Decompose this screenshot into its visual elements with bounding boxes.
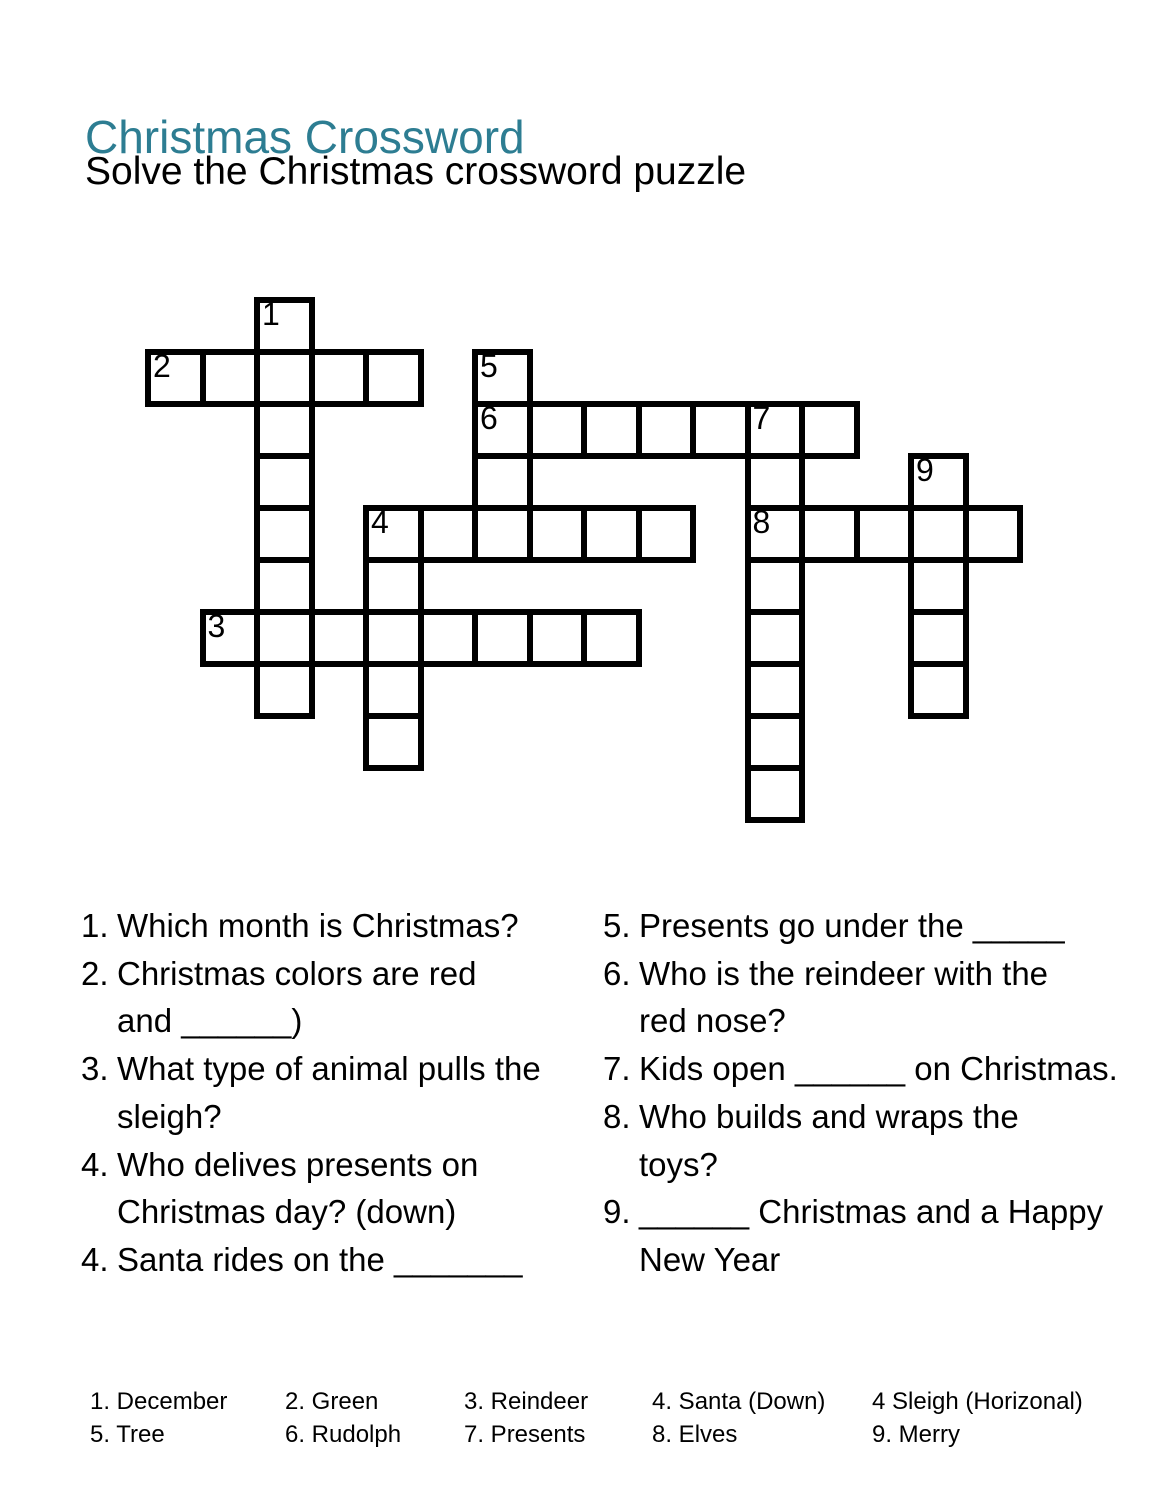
answer-key-item: 6. Rudolph — [285, 1421, 402, 1448]
grid-cell — [254, 349, 315, 407]
grid-cell — [745, 453, 806, 511]
clue-number: 2. — [81, 954, 109, 992]
grid-cell — [690, 401, 751, 459]
clue-number: 8. — [603, 1097, 631, 1135]
grid-cell — [472, 453, 533, 511]
grid-cell — [527, 609, 588, 667]
clue-text: Christmas colors are red — [117, 954, 477, 992]
answer-key-item: 7. Presents — [464, 1421, 586, 1448]
page-subtitle: Solve the Christmas crossword puzzle — [85, 150, 747, 193]
clue-number: 4. — [81, 1145, 109, 1183]
grid-cell — [363, 713, 424, 771]
clue-text: Which month is Christmas? — [117, 907, 519, 944]
clue-text: Who builds and wraps the — [639, 1097, 1019, 1135]
grid-cell — [745, 609, 806, 667]
clue-line — [603, 950, 1118, 998]
grid-cell — [363, 349, 424, 407]
grid-cell — [799, 401, 860, 459]
clue-text: Santa rides on the _______ — [117, 1240, 523, 1278]
answer-key-item: 2. Green — [285, 1388, 379, 1415]
grid-cell — [581, 609, 642, 667]
answer-key-item: 8. Elves — [652, 1421, 738, 1448]
clue-text: Who is the reindeer with the — [639, 954, 1049, 992]
clue-line — [603, 997, 1118, 1045]
clue-line — [81, 1141, 541, 1189]
grid-number: 1 — [262, 296, 280, 332]
grid-cell — [309, 609, 370, 667]
clue-line — [81, 902, 541, 950]
clues-right-column — [603, 902, 1118, 1284]
clue-line — [603, 1236, 1118, 1284]
grid-number: 3 — [207, 608, 226, 644]
clue-line — [81, 1045, 541, 1093]
grid-cell — [309, 349, 370, 407]
clue-line — [81, 1188, 541, 1236]
grid-cell — [908, 661, 969, 719]
grid-cell — [636, 505, 697, 563]
clue-number: 9. — [603, 1193, 631, 1231]
clue-text: red nose? — [639, 1002, 786, 1040]
grid-cell — [363, 557, 424, 615]
answer-key-item: 4. Santa (Down) — [652, 1388, 826, 1415]
grid-cell — [799, 505, 860, 563]
clue-text: toys? — [639, 1145, 718, 1183]
grid-cell — [527, 505, 588, 563]
clue-number: 5. — [603, 907, 631, 944]
clue-line — [603, 1093, 1118, 1141]
grid-cell — [581, 505, 642, 563]
clue-line — [81, 950, 541, 998]
grid-cell — [636, 401, 697, 459]
grid-number: 7 — [752, 400, 771, 436]
grid-cell — [854, 505, 915, 563]
clue-line — [81, 1093, 541, 1141]
grid-number: 8 — [752, 504, 771, 540]
grid-cell — [472, 609, 533, 667]
grid-cell — [908, 609, 969, 667]
grid-cell — [527, 401, 588, 459]
clue-text: Christmas day? (down) — [117, 1193, 457, 1231]
clue-text: and ______) — [117, 1002, 303, 1040]
clue-text: Kids open ______ on Christmas. — [639, 1050, 1118, 1088]
clue-line — [81, 997, 541, 1045]
grid-cell — [908, 505, 969, 563]
clue-line — [603, 1141, 1118, 1189]
grid-number: 4 — [371, 504, 389, 540]
grid-cell — [254, 453, 315, 511]
clue-text: ______ Christmas and a Happy — [639, 1193, 1104, 1231]
clue-text: sleigh? — [117, 1097, 222, 1135]
grid-cell — [745, 713, 806, 771]
grid-cell — [745, 765, 806, 823]
page-title: Christmas Crossword — [85, 110, 525, 163]
grid-cell — [254, 661, 315, 719]
clue-text: What type of animal pulls the — [117, 1050, 541, 1088]
clues-left-column — [81, 902, 541, 1284]
clue-line — [81, 1236, 541, 1284]
clue-text: New Year — [639, 1240, 781, 1278]
clue-number: 1. — [81, 907, 109, 944]
clue-number: 7. — [603, 1050, 631, 1088]
clue-line — [603, 902, 1118, 950]
clue-line — [603, 1188, 1118, 1236]
clue-text: Who delives presents on — [117, 1145, 479, 1183]
clue-number: 3. — [81, 1050, 109, 1088]
grid-cell — [418, 505, 479, 563]
grid-number: 9 — [916, 452, 934, 488]
answer-key-item: 4 Sleigh (Horizonal) — [872, 1388, 1083, 1415]
grid-number: 6 — [480, 400, 498, 436]
grid-number: 5 — [480, 348, 498, 384]
answer-key-item: 5. Tree — [90, 1421, 165, 1448]
grid-cell — [908, 557, 969, 615]
grid-cell — [363, 609, 424, 667]
grid-cell — [254, 609, 315, 667]
answer-key-item: 9. Merry — [872, 1421, 961, 1448]
grid-cell — [472, 505, 533, 563]
answer-key-item: 3. Reindeer — [464, 1388, 589, 1415]
clue-text: Presents go under the _____ — [639, 907, 1065, 944]
grid-cell — [963, 505, 1024, 563]
grid-cell — [254, 557, 315, 615]
grid-number: 2 — [153, 348, 171, 384]
grid-cell — [581, 401, 642, 459]
clue-number: 4. — [81, 1240, 109, 1278]
grid-cell — [200, 349, 261, 407]
answer-key-item: 1. December — [90, 1388, 228, 1415]
grid-cell — [254, 505, 315, 563]
clue-number: 6. — [603, 954, 631, 992]
clue-line — [603, 1045, 1118, 1093]
grid-cell — [254, 401, 315, 459]
grid-cell — [418, 609, 479, 667]
grid-cell — [745, 661, 806, 719]
grid-cell — [363, 661, 424, 719]
grid-cell — [745, 557, 806, 615]
